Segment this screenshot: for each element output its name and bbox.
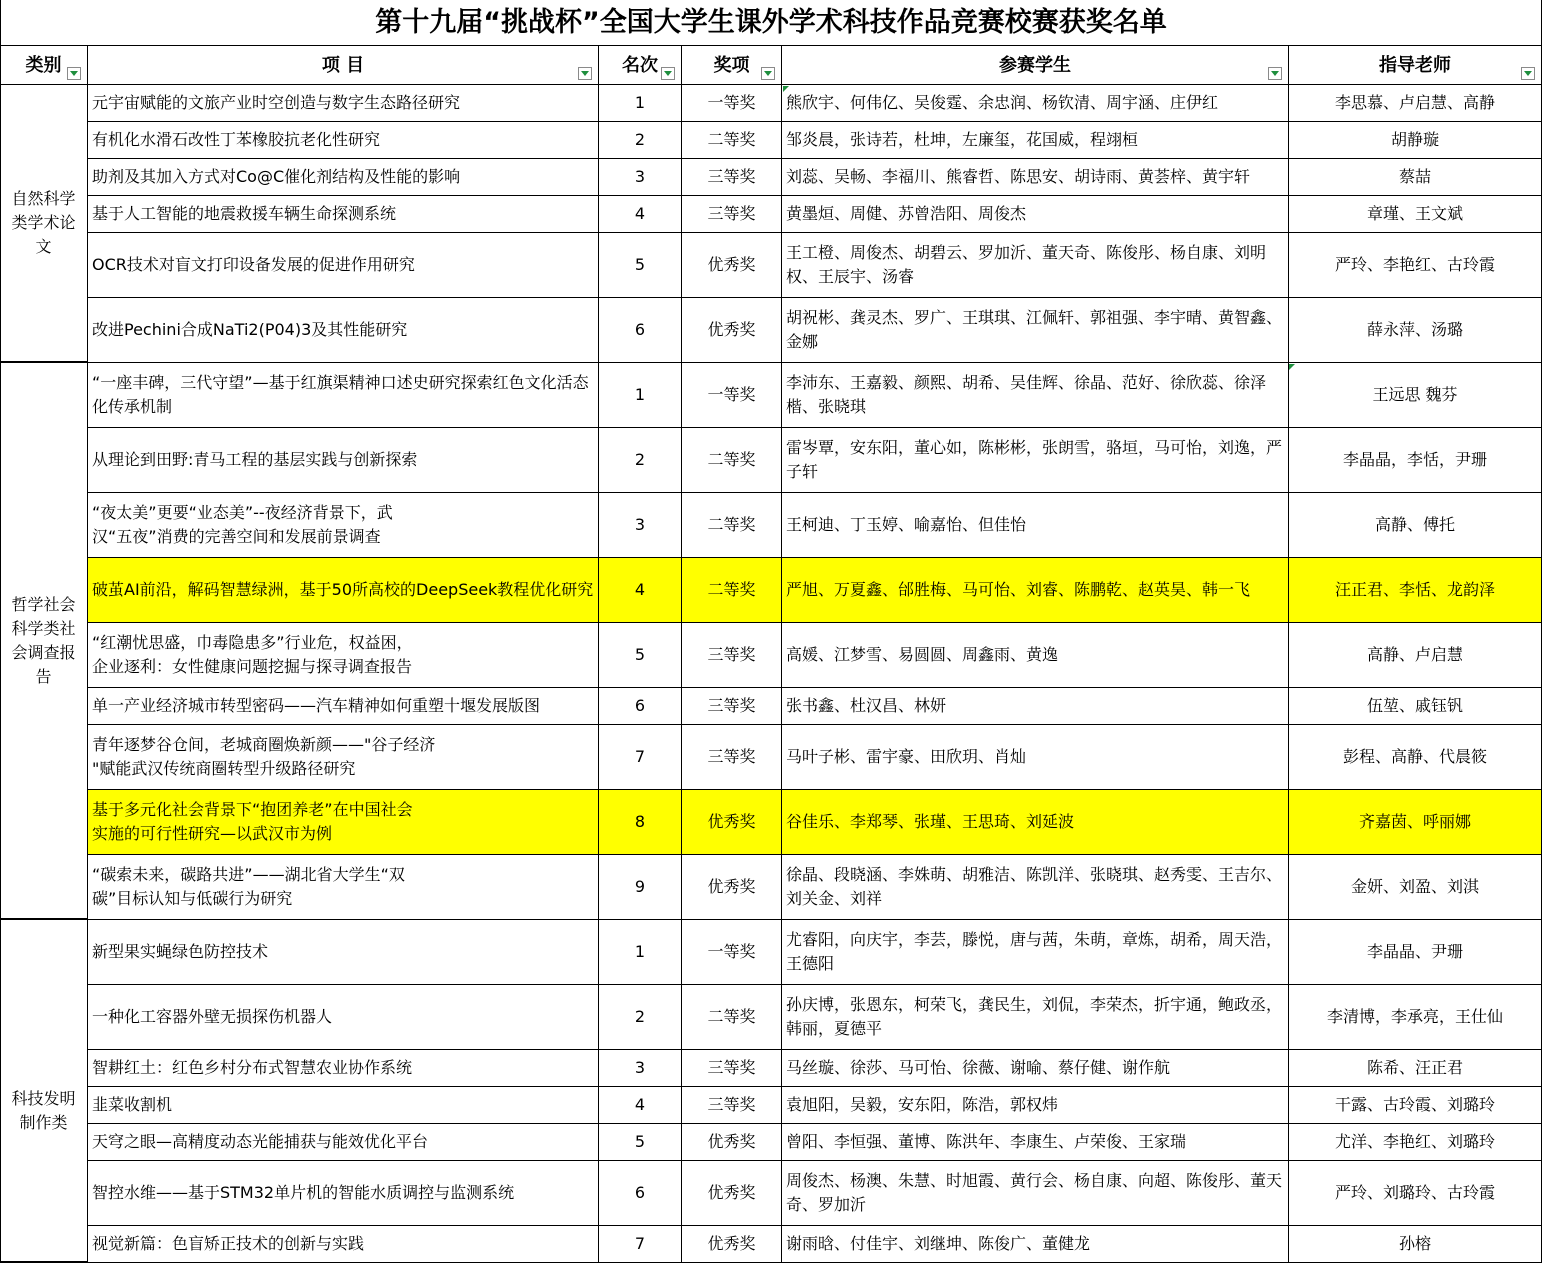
- project-cell[interactable]: [88, 1226, 599, 1263]
- advisors-cell[interactable]: [1289, 428, 1542, 493]
- rank-text: 2: [634, 450, 646, 469]
- project-text: 元宇宙赋能的文旅产业时空创造与数字生态路径研究: [92, 93, 461, 112]
- award-cell[interactable]: [682, 1050, 782, 1087]
- advisors-text: 章瑾、王文斌: [1366, 204, 1463, 223]
- advisors-cell[interactable]: [1289, 688, 1542, 725]
- rank-text: 3: [634, 515, 646, 534]
- project-text: “一座丰碑，三代守望”—基于红旗渠精神口述史研究探索红色文化活态化传承机制: [92, 373, 589, 416]
- rank-cell[interactable]: [599, 623, 682, 688]
- project-text: OCR技术对盲文打印设备发展的促进作用研究: [92, 255, 415, 274]
- advisors-text: 高静、傅托: [1374, 515, 1455, 534]
- rank-cell[interactable]: [599, 558, 682, 623]
- advisors-cell[interactable]: [1289, 985, 1542, 1050]
- students-text: 周俊杰、杨澳、朱慧、时旭霞、黄行会、杨自康、向超、陈俊彤、董天奇、罗加沂: [786, 1171, 1283, 1214]
- project-cell[interactable]: [88, 790, 599, 855]
- project-cell[interactable]: [88, 1087, 599, 1124]
- sheet-title: 第十九届“挑战杯”全国大学生课外学术科技作品竞赛校赛获奖名单: [0, 0, 1542, 46]
- advisors-cell[interactable]: [1289, 1087, 1542, 1124]
- advisors-text: 严玲、刘璐玲、古玲霞: [1334, 1183, 1495, 1202]
- rank-text: 3: [634, 1058, 646, 1077]
- students-cell[interactable]: [782, 363, 1289, 428]
- students-text: 熊欣宇、何伟亿、吴俊霆、余忠润、杨钦清、周宇涵、庄伊红: [786, 93, 1219, 112]
- students-text: 孙庆博，张恩东，柯荣飞，龚民生，刘侃，李荣杰，折宇通，鲍政丞，韩丽，夏德平: [786, 995, 1283, 1038]
- students-text: 张书鑫、杜汉昌、林妍: [786, 696, 947, 715]
- award-text: 优秀奖: [707, 877, 756, 896]
- award-text: 优秀奖: [707, 1132, 756, 1151]
- students-text: 邹炎晨，张诗若，杜坤，左廉玺，花国威，程翊桓: [786, 130, 1139, 149]
- rank-cell[interactable]: [599, 1226, 682, 1263]
- award-text: 二等奖: [707, 515, 756, 534]
- project-cell[interactable]: [88, 233, 599, 298]
- advisors-text: 薛永萍、汤璐: [1366, 320, 1463, 339]
- header-advisors[interactable]: [1289, 46, 1542, 85]
- filter-dropdown-icon[interactable]: [1268, 67, 1282, 80]
- advisors-cell[interactable]: [1289, 122, 1542, 159]
- rank-text: 7: [634, 747, 646, 766]
- students-cell[interactable]: [782, 233, 1289, 298]
- project-text: 视觉新篇：色盲矫正技术的创新与实践: [92, 1234, 365, 1253]
- project-cell[interactable]: [88, 1161, 599, 1226]
- award-cell[interactable]: [682, 688, 782, 725]
- award-text: 优秀奖: [707, 255, 756, 274]
- advisors-text: 李清博，李承亮，王仕仙: [1326, 1007, 1503, 1026]
- award-text: 一等奖: [707, 385, 756, 404]
- rank-text: 4: [634, 204, 646, 223]
- rank-cell[interactable]: [599, 196, 682, 233]
- project-text: 智控水维——基于STM32单片机的智能水质调控与监测系统: [92, 1183, 515, 1202]
- project-cell[interactable]: [88, 493, 599, 558]
- award-cell[interactable]: [682, 233, 782, 298]
- category-label: 哲学社会科学类社会调查报告: [11, 594, 76, 686]
- rank-text: 6: [634, 320, 646, 339]
- category-label: 自然科学类学术论文: [11, 189, 76, 256]
- advisors-cell[interactable]: [1289, 558, 1542, 623]
- project-cell[interactable]: [88, 122, 599, 159]
- header-project[interactable]: [88, 46, 599, 85]
- rank-text: 1: [634, 385, 646, 404]
- project-cell[interactable]: [88, 688, 599, 725]
- advisors-cell[interactable]: [1289, 790, 1542, 855]
- award-cell[interactable]: [682, 1124, 782, 1161]
- category-label: 科技发明制作类: [11, 1088, 76, 1132]
- rank-cell[interactable]: [599, 85, 682, 122]
- project-text: 新型果实蝇绿色防控技术: [92, 942, 269, 961]
- students-text: 雷岑覃，安东阳，董心如，陈彬彬，张朗雪，骆垣，马可怡，刘逸，严子轩: [786, 438, 1283, 481]
- header-advisors-label: 指导老师: [1379, 55, 1451, 76]
- filter-dropdown-icon[interactable]: [67, 67, 81, 80]
- students-cell[interactable]: [782, 688, 1289, 725]
- award-cell[interactable]: [682, 159, 782, 196]
- award-cell[interactable]: [682, 725, 782, 790]
- advisors-cell[interactable]: [1289, 1161, 1542, 1226]
- award-text: 优秀奖: [707, 1234, 756, 1253]
- project-cell[interactable]: [88, 1124, 599, 1161]
- project-cell[interactable]: [88, 85, 599, 122]
- students-cell[interactable]: [782, 920, 1289, 985]
- rank-text: 6: [634, 1183, 646, 1202]
- students-cell[interactable]: [782, 1050, 1289, 1087]
- advisors-text: 彭程、高静、代晨筱: [1342, 747, 1487, 766]
- rank-cell[interactable]: [599, 725, 682, 790]
- rank-cell[interactable]: [599, 688, 682, 725]
- rank-text: 7: [634, 1234, 646, 1253]
- project-text: 有机化水滑石改性丁苯橡胶抗老化性研究: [92, 130, 381, 149]
- filter-dropdown-icon[interactable]: [1521, 67, 1535, 80]
- students-text: 王工橙、周俊杰、胡碧云、罗加沂、董天奇、陈俊彤、杨自康、刘明权、王辰宇、汤睿: [786, 243, 1267, 286]
- students-text: 谢雨晗、付佳宇、刘继坤、陈俊广、董健龙: [786, 1234, 1091, 1253]
- project-cell[interactable]: [88, 196, 599, 233]
- rank-cell[interactable]: [599, 920, 682, 985]
- rank-text: 3: [634, 167, 646, 186]
- advisors-text: 蔡喆: [1398, 167, 1431, 186]
- advisors-text: 严玲、李艳红、古玲霞: [1334, 255, 1495, 274]
- project-text: 天穹之眼—高精度动态光能捕获与能效优化平台: [92, 1132, 429, 1151]
- project-text: 改进Pechini合成NaTi2(P04)3及其性能研究: [92, 320, 408, 339]
- project-text: “夜太美”更要“业态美”--夜经济背景下，武 汉“五夜”消费的完善空间和发展前景调查: [92, 503, 393, 546]
- project-text: 破茧AI前沿，解码智慧绿洲，基于50所高校的DeepSeek教程优化研究: [92, 580, 594, 599]
- category-cell[interactable]: [0, 85, 88, 363]
- rank-text: 5: [634, 255, 646, 274]
- award-text: 三等奖: [707, 747, 756, 766]
- award-text: 优秀奖: [707, 1183, 756, 1202]
- header-award[interactable]: [682, 46, 782, 85]
- students-cell[interactable]: [782, 122, 1289, 159]
- students-cell[interactable]: [782, 298, 1289, 363]
- project-cell[interactable]: [88, 363, 599, 428]
- advisors-text: 胡静璇: [1390, 130, 1439, 149]
- rank-cell[interactable]: [599, 1050, 682, 1087]
- header-rank-label: 名次: [622, 55, 658, 76]
- students-cell[interactable]: [782, 1161, 1289, 1226]
- award-text: 三等奖: [707, 167, 756, 186]
- advisors-text: 尤洋、李艳红、刘璐玲: [1334, 1132, 1495, 1151]
- rank-cell[interactable]: [599, 159, 682, 196]
- rank-text: 5: [634, 1132, 646, 1151]
- rank-text: 8: [634, 812, 646, 831]
- rank-cell[interactable]: [599, 122, 682, 159]
- rank-cell[interactable]: [599, 790, 682, 855]
- award-cell[interactable]: [682, 1087, 782, 1124]
- award-text: 三等奖: [707, 1095, 756, 1114]
- project-cell[interactable]: [88, 985, 599, 1050]
- advisors-cell[interactable]: [1289, 363, 1542, 428]
- filter-dropdown-icon[interactable]: [578, 67, 592, 80]
- project-text: 青年逐梦谷仓间，老城商圈焕新颜——"谷子经济 "赋能武汉传统商圈转型升级路径研究: [92, 735, 436, 778]
- advisors-text: 齐嘉茵、呼丽娜: [1358, 812, 1471, 831]
- rank-text: 1: [634, 942, 646, 961]
- project-text: 基于多元化社会背景下“抱团养老”在中国社会 实施的可行性研究—以武汉市为例: [92, 800, 413, 843]
- advisors-cell[interactable]: [1289, 623, 1542, 688]
- award-cell[interactable]: [682, 920, 782, 985]
- comment-marker-icon: [1289, 364, 1295, 370]
- award-text: 一等奖: [707, 93, 756, 112]
- advisors-text: 李晶晶、尹珊: [1366, 942, 1463, 961]
- award-text: 二等奖: [707, 580, 756, 599]
- project-text: 一种化工容器外壁无损探伤机器人: [92, 1007, 333, 1026]
- project-text: 智耕红土：红色乡村分布式智慧农业协作系统: [92, 1058, 413, 1077]
- students-cell[interactable]: [782, 855, 1289, 920]
- award-text: 三等奖: [707, 696, 756, 715]
- advisors-cell[interactable]: [1289, 196, 1542, 233]
- advisors-text: 李思慕、卢启慧、高静: [1334, 93, 1495, 112]
- students-text: 马丝璇、徐莎、马可怡、徐薇、谢喻、蔡仔健、谢作航: [786, 1058, 1171, 1077]
- header-students[interactable]: [782, 46, 1289, 85]
- rank-cell[interactable]: [599, 363, 682, 428]
- rank-cell[interactable]: [599, 985, 682, 1050]
- students-cell[interactable]: [782, 1124, 1289, 1161]
- rank-cell[interactable]: [599, 493, 682, 558]
- rank-text: 2: [634, 130, 646, 149]
- award-text: 二等奖: [707, 450, 756, 469]
- students-cell[interactable]: [782, 725, 1289, 790]
- comment-marker-icon: [783, 86, 789, 92]
- students-text: 谷佳乐、李郑琴、张瑾、王思琦、刘延波: [786, 812, 1075, 831]
- students-cell[interactable]: [782, 558, 1289, 623]
- project-cell[interactable]: [88, 298, 599, 363]
- advisors-cell[interactable]: [1289, 1050, 1542, 1087]
- rank-cell[interactable]: [599, 1087, 682, 1124]
- project-text: “红潮忧思盛，巾毒隐患多”行业危，权益困， 企业逐利：女性健康问题挖掘与探寻调查报告: [92, 633, 413, 676]
- advisors-cell[interactable]: [1289, 725, 1542, 790]
- advisors-text: 干露、古玲霞、刘璐玲: [1334, 1095, 1495, 1114]
- award-cell[interactable]: [682, 363, 782, 428]
- award-text: 三等奖: [707, 204, 756, 223]
- advisors-cell[interactable]: [1289, 855, 1542, 920]
- advisors-cell[interactable]: [1289, 920, 1542, 985]
- project-cell[interactable]: [88, 1050, 599, 1087]
- award-cell[interactable]: [682, 428, 782, 493]
- award-text: 优秀奖: [707, 320, 756, 339]
- rank-text: 6: [634, 696, 646, 715]
- advisors-text: 王远思 魏芬: [1372, 385, 1458, 404]
- advisors-cell[interactable]: [1289, 159, 1542, 196]
- advisors-cell[interactable]: [1289, 233, 1542, 298]
- award-text: 二等奖: [707, 130, 756, 149]
- students-text: 徐晶、段晓涵、李姝萌、胡雅洁、陈凯洋、张晓琪、赵秀雯、王吉尔、刘关金、刘祥: [786, 865, 1283, 908]
- project-cell[interactable]: [88, 428, 599, 493]
- award-text: 二等奖: [707, 1007, 756, 1026]
- students-text: 李沛东、王嘉毅、颜熙、胡希、吴佳辉、徐晶、范好、徐欣蕊、徐泽楷、张晓琪: [786, 373, 1267, 416]
- header-award-label: 奖项: [713, 55, 750, 76]
- project-text: 助剂及其加入方式对Co@C催化剂结构及性能的影响: [92, 167, 461, 186]
- award-cell[interactable]: [682, 790, 782, 855]
- award-cell[interactable]: [682, 623, 782, 688]
- students-cell[interactable]: [782, 493, 1289, 558]
- filter-dropdown-icon[interactable]: [661, 67, 675, 80]
- students-text: 尤睿阳，向庆宇，李芸，滕悦，唐与茜，朱萌，章炼，胡希，周天浩，王德阳: [786, 930, 1283, 973]
- rank-cell[interactable]: [599, 1124, 682, 1161]
- award-cell[interactable]: [682, 558, 782, 623]
- project-cell[interactable]: [88, 558, 599, 623]
- award-cell[interactable]: [682, 196, 782, 233]
- header-category-label: 类别: [25, 55, 62, 76]
- students-cell[interactable]: [782, 85, 1289, 122]
- header-project-label: 项 目: [321, 55, 365, 76]
- project-text: 韭菜收割机: [92, 1095, 173, 1114]
- advisors-text: 汪正君、李恬、龙韵泽: [1334, 580, 1495, 599]
- rank-cell[interactable]: [599, 855, 682, 920]
- students-text: 曾阳、李恒强、董博、陈洪年、李康生、卢荣俊、王家瑞: [786, 1132, 1187, 1151]
- rank-text: 9: [634, 877, 646, 896]
- rank-cell[interactable]: [599, 233, 682, 298]
- header-students-label: 参赛学生: [999, 55, 1071, 76]
- advisors-cell[interactable]: [1289, 1124, 1542, 1161]
- rank-text: 1: [634, 93, 646, 112]
- students-text: 王柯迪、丁玉婷、喻嘉怡、但佳怡: [786, 515, 1027, 534]
- students-cell[interactable]: [782, 790, 1289, 855]
- award-text: 三等奖: [707, 645, 756, 664]
- project-cell[interactable]: [88, 725, 599, 790]
- award-cell[interactable]: [682, 1226, 782, 1263]
- award-cell[interactable]: [682, 985, 782, 1050]
- project-cell[interactable]: [88, 159, 599, 196]
- project-cell[interactable]: [88, 623, 599, 688]
- advisors-cell[interactable]: [1289, 298, 1542, 363]
- students-cell[interactable]: [782, 159, 1289, 196]
- students-text: 胡祝彬、龚灵杰、罗广、王琪琪、江佩轩、郭祖强、李宇晴、黄智鑫、金娜: [786, 308, 1283, 351]
- advisors-cell[interactable]: [1289, 1226, 1542, 1263]
- award-text: 三等奖: [707, 1058, 756, 1077]
- category-cell[interactable]: [0, 920, 88, 1263]
- advisors-cell[interactable]: [1289, 85, 1542, 122]
- students-text: 刘蕊、吴畅、李福川、熊睿哲、陈思安、胡诗雨、黄荟梓、黄宇轩: [786, 167, 1251, 186]
- category-cell[interactable]: [0, 363, 88, 920]
- award-cell[interactable]: [682, 493, 782, 558]
- advisors-text: 高静、卢启慧: [1366, 645, 1463, 664]
- rank-cell[interactable]: [599, 298, 682, 363]
- project-cell[interactable]: [88, 920, 599, 985]
- rank-cell[interactable]: [599, 1161, 682, 1226]
- advisors-text: 孙榕: [1398, 1234, 1431, 1253]
- award-cell[interactable]: [682, 122, 782, 159]
- award-cell[interactable]: [682, 298, 782, 363]
- students-text: 严旭、万夏鑫、邰胜梅、马可怡、刘睿、陈鹏乾、赵英昊、韩一飞: [786, 580, 1251, 599]
- header-category[interactable]: [0, 46, 88, 85]
- students-cell[interactable]: [782, 428, 1289, 493]
- advisors-text: 伍堃、戚钰钒: [1366, 696, 1463, 715]
- rank-text: 4: [634, 1095, 646, 1114]
- project-text: 从理论到田野:青马工程的基层实践与创新探索: [92, 450, 418, 469]
- students-text: 马叶子彬、雷宇豪、田欣玥、肖灿: [786, 747, 1027, 766]
- award-text: 优秀奖: [707, 812, 756, 831]
- project-text: 基于人工智能的地震救援车辆生命探测系统: [92, 204, 397, 223]
- award-cell[interactable]: [682, 1161, 782, 1226]
- students-cell[interactable]: [782, 985, 1289, 1050]
- rank-cell[interactable]: [599, 428, 682, 493]
- project-cell[interactable]: [88, 855, 599, 920]
- project-text: “碳索未来，碳路共进”——湖北省大学生“双 碳”目标认知与低碳行为研究: [92, 865, 405, 908]
- students-text: 袁旭阳，吴毅，安东阳，陈浩，郭权炜: [786, 1095, 1059, 1114]
- students-text: 高媛、江梦雪、易圆圆、周鑫雨、黄逸: [786, 645, 1059, 664]
- award-text: 一等奖: [707, 942, 756, 961]
- advisors-text: 金妍、刘盈、刘淇: [1350, 877, 1479, 896]
- filter-dropdown-icon[interactable]: [761, 67, 775, 80]
- rank-text: 5: [634, 645, 646, 664]
- rank-text: 4: [634, 580, 646, 599]
- advisors-text: 陈希、汪正君: [1366, 1058, 1463, 1077]
- advisors-cell[interactable]: [1289, 493, 1542, 558]
- students-cell[interactable]: [782, 196, 1289, 233]
- students-cell[interactable]: [782, 1087, 1289, 1124]
- award-cell[interactable]: [682, 855, 782, 920]
- students-cell[interactable]: [782, 1226, 1289, 1263]
- students-cell[interactable]: [782, 623, 1289, 688]
- advisors-text: 李晶晶，李恬，尹珊: [1342, 450, 1487, 469]
- project-text: 单一产业经济城市转型密码——汽车精神如何重塑十堰发展版图: [92, 696, 541, 715]
- rank-text: 2: [634, 1007, 646, 1026]
- students-text: 黄墨烜、周健、苏曾浩阳、周俊杰: [786, 204, 1027, 223]
- award-cell[interactable]: [682, 85, 782, 122]
- header-rank[interactable]: [599, 46, 682, 85]
